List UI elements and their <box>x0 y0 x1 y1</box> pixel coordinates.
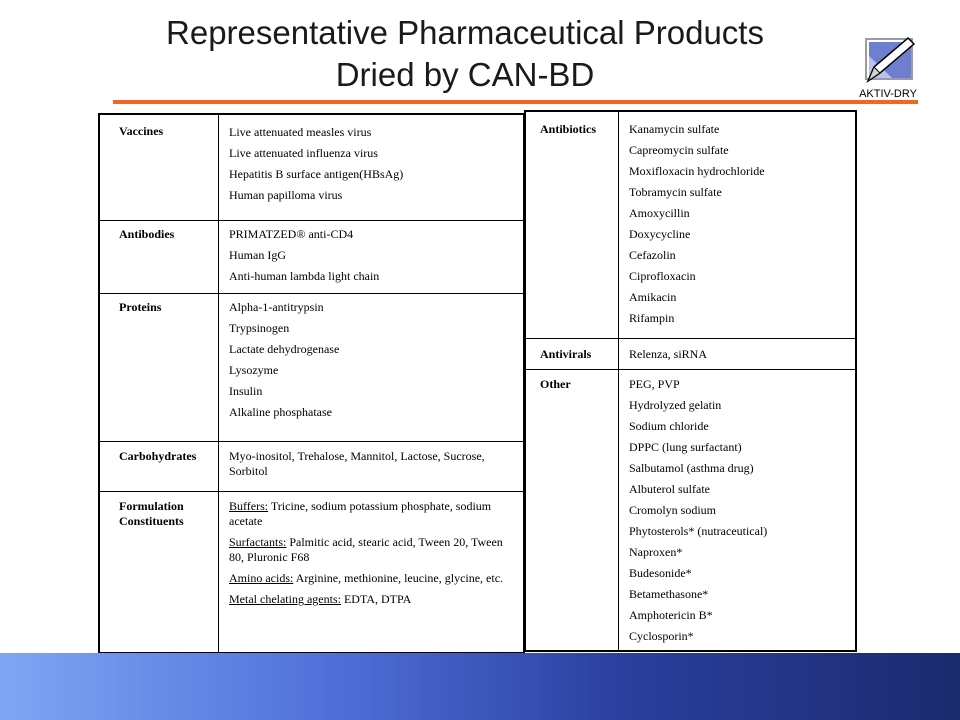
list-item <box>229 571 511 586</box>
list-item: Ciprofloxacin <box>629 269 696 283</box>
list-item: Tobramycin sulfate <box>629 185 722 199</box>
list-item: Salbutamol (asthma drug) <box>629 461 754 475</box>
list-item: Cromolyn sodium <box>629 503 717 517</box>
left-products-table <box>98 113 525 654</box>
list-item: Cyclosporin* <box>629 629 694 643</box>
category-label: Antivirals <box>540 347 592 361</box>
row-antivirals <box>526 338 855 370</box>
row-other <box>526 369 855 650</box>
title-line-2: Dried by CAN-BD <box>335 56 595 93</box>
category-label: Other <box>540 377 571 391</box>
list-item <box>229 535 511 565</box>
items-list <box>229 449 509 485</box>
items-list <box>229 122 403 206</box>
list-item: Moxifloxacin hydrochloride <box>629 164 765 178</box>
list-item: Amikacin <box>629 290 677 304</box>
items-list <box>629 374 767 647</box>
list-item: Rifampin <box>629 311 675 325</box>
logo-text: AKTIV-DRY <box>859 88 917 100</box>
chelating-text: EDTA, DTPA <box>340 592 412 606</box>
list-item: Insulin <box>229 384 263 398</box>
list-item: PEG, PVP <box>629 377 680 391</box>
row-vaccines <box>100 115 523 220</box>
list-item: Live attenuated influenza virus <box>229 146 378 160</box>
row-antibodies <box>100 220 523 294</box>
title-line-1: Representative Pharmaceutical Products <box>166 14 764 51</box>
category-label <box>119 499 184 529</box>
list-item <box>229 592 511 607</box>
items-list <box>629 344 707 365</box>
chelating-label: Metal chelating agents: <box>229 592 341 606</box>
surfactants-text: Palmitic acid, stearic acid, Tween 20, Tween 80, Pluronic F68 <box>229 535 503 564</box>
list-item: Relenza, siRNA <box>629 347 707 361</box>
title-underline <box>113 100 918 104</box>
list-item <box>229 499 511 529</box>
row-antibiotics <box>526 112 855 338</box>
category-line-1: Formulation <box>119 499 184 513</box>
category-label: Carbohydrates <box>119 449 197 463</box>
category-label: Antibiotics <box>540 122 597 136</box>
list-item: Human papilloma virus <box>229 188 343 202</box>
pencil-box-icon <box>862 36 916 86</box>
list-item: Amphotericin B* <box>629 608 713 622</box>
surfactants-label: Surfactants: <box>229 535 287 549</box>
list-item: Alpha-1-antitrypsin <box>229 300 324 314</box>
list-item: Anti-human lambda light chain <box>229 269 380 283</box>
right-products-table <box>524 110 857 652</box>
list-item: Alkaline phosphatase <box>229 405 332 419</box>
row-carbohydrates <box>100 441 523 492</box>
items-list <box>229 224 379 287</box>
list-item: Myo-inositol, Trehalose, Mannitol, Lactose, Sucrose, Sorbitol <box>229 449 485 478</box>
list-item: DPPC (lung surfactant) <box>629 440 742 454</box>
list-item: Sodium chloride <box>629 419 709 433</box>
category-label: Antibodies <box>119 227 175 241</box>
category-label: Proteins <box>119 300 162 314</box>
list-item: Lactate dehydrogenase <box>229 342 340 356</box>
amino-acids-label: Amino acids: <box>229 571 294 585</box>
list-item: Hepatitis B surface antigen(HBsAg) <box>229 167 404 181</box>
items-list <box>629 119 765 329</box>
list-item: Human IgG <box>229 248 286 262</box>
list-item: Cefazolin <box>629 248 676 262</box>
list-item: PRIMATZED® anti-CD4 <box>229 227 354 241</box>
items-list <box>229 499 511 613</box>
items-list <box>229 297 339 423</box>
slide-title <box>60 12 870 96</box>
list-item: Doxycycline <box>629 227 691 241</box>
row-proteins <box>100 293 523 442</box>
list-item: Betamethasone* <box>629 587 709 601</box>
list-item: Naproxen* <box>629 545 683 559</box>
list-item: Albuterol sulfate <box>629 482 710 496</box>
aktiv-dry-logo <box>852 36 924 102</box>
list-item: Live attenuated measles virus <box>229 125 372 139</box>
list-item: Amoxycillin <box>629 206 690 220</box>
list-item: Capreomycin sulfate <box>629 143 729 157</box>
category-line-2: Constituents <box>119 514 184 528</box>
amino-acids-text: Arginine, methionine, leucine, glycine, etc. <box>293 571 504 585</box>
buffers-label: Buffers: <box>229 499 269 513</box>
list-item: Kanamycin sulfate <box>629 122 720 136</box>
buffers-text: Tricine, sodium potassium phosphate, sodium acetate <box>229 499 492 528</box>
list-item: Trypsinogen <box>229 321 290 335</box>
list-item: Budesonide* <box>629 566 692 580</box>
row-formulation <box>100 491 523 652</box>
category-label: Vaccines <box>119 124 164 138</box>
list-item: Lysozyme <box>229 363 279 377</box>
footer-gradient-bar <box>0 653 960 720</box>
list-item: Phytosterols* (nutraceutical) <box>629 524 768 538</box>
list-item: Hydrolyzed gelatin <box>629 398 722 412</box>
